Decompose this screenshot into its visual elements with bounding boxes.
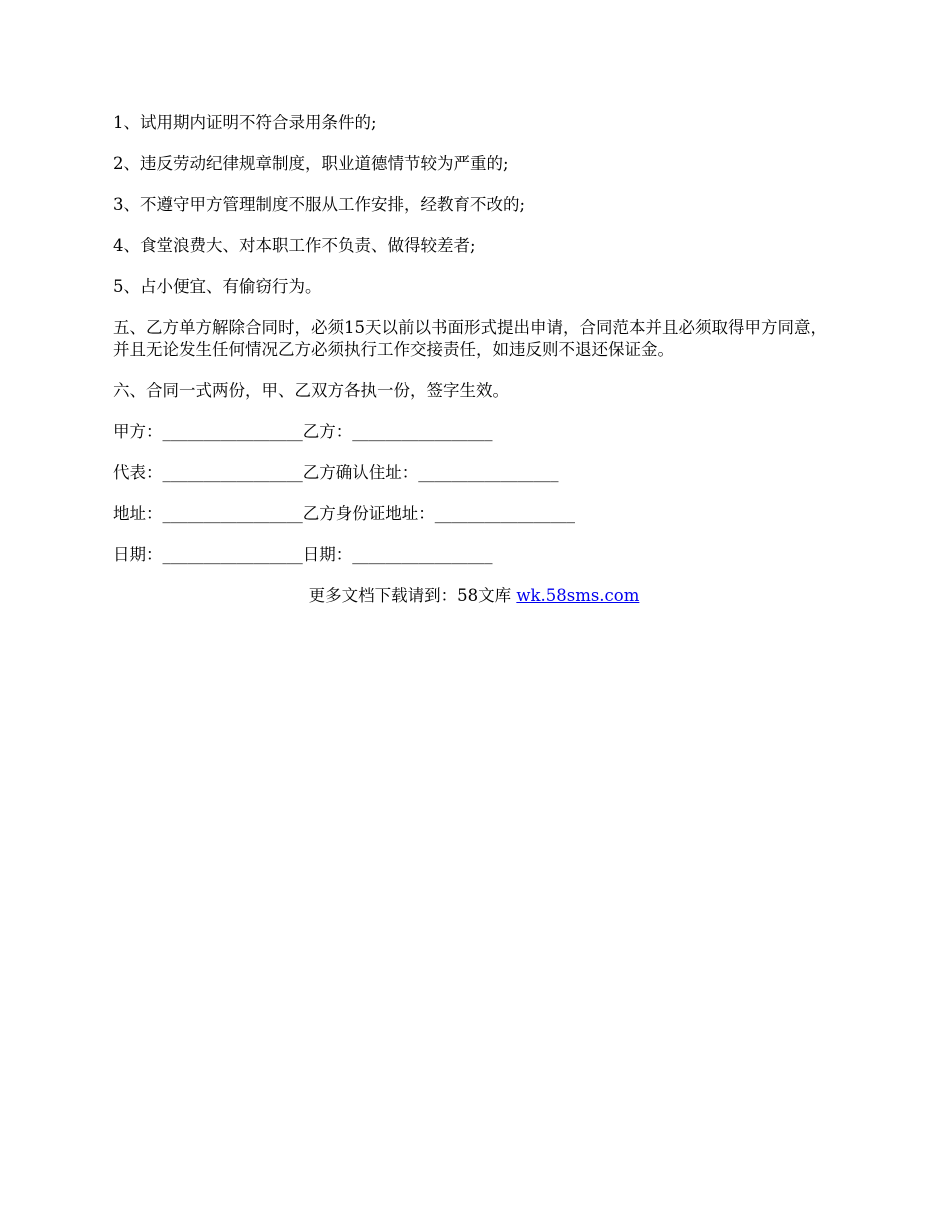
signature-line-date: 日期：_________________日期：_________________	[113, 545, 493, 564]
clause-six: 六、合同一式两份，甲、乙双方各执一份，签字生效。	[113, 381, 509, 400]
signature-line-party: 甲方：_________________乙方：_________________	[113, 422, 493, 441]
document-page	[113, 112, 835, 607]
list-item-4: 4、食堂浪费大、对本职工作不负责、做得较差者;	[113, 236, 476, 255]
footer	[113, 585, 835, 607]
list-item-2: 2、违反劳动纪律规章制度，职业道德情节较为严重的;	[113, 154, 509, 173]
footer-prefix: 更多文档下载请到：58文库	[308, 586, 517, 605]
list-item-5: 5、占小便宜、有偷窃行为。	[113, 277, 322, 296]
list-item-3: 3、不遵守甲方管理制度不服从工作安排，经教育不改的;	[113, 195, 526, 214]
clause-five: 五、乙方单方解除合同时，必须15天以前以书面形式提出申请，合同范本并且必须取得甲方同意，并且无论发生任何情况乙方必须执行工作交接责任，如违反则不退还保证金。	[113, 318, 827, 359]
footer-link[interactable]: wk.58sms.com	[516, 586, 640, 605]
signature-line-representative: 代表：_________________乙方确认住址：_________________	[113, 463, 559, 482]
signature-line-address: 地址：_________________乙方身份证地址：_________________	[113, 504, 575, 523]
list-item-1: 1、试用期内证明不符合录用条件的;	[113, 113, 377, 132]
